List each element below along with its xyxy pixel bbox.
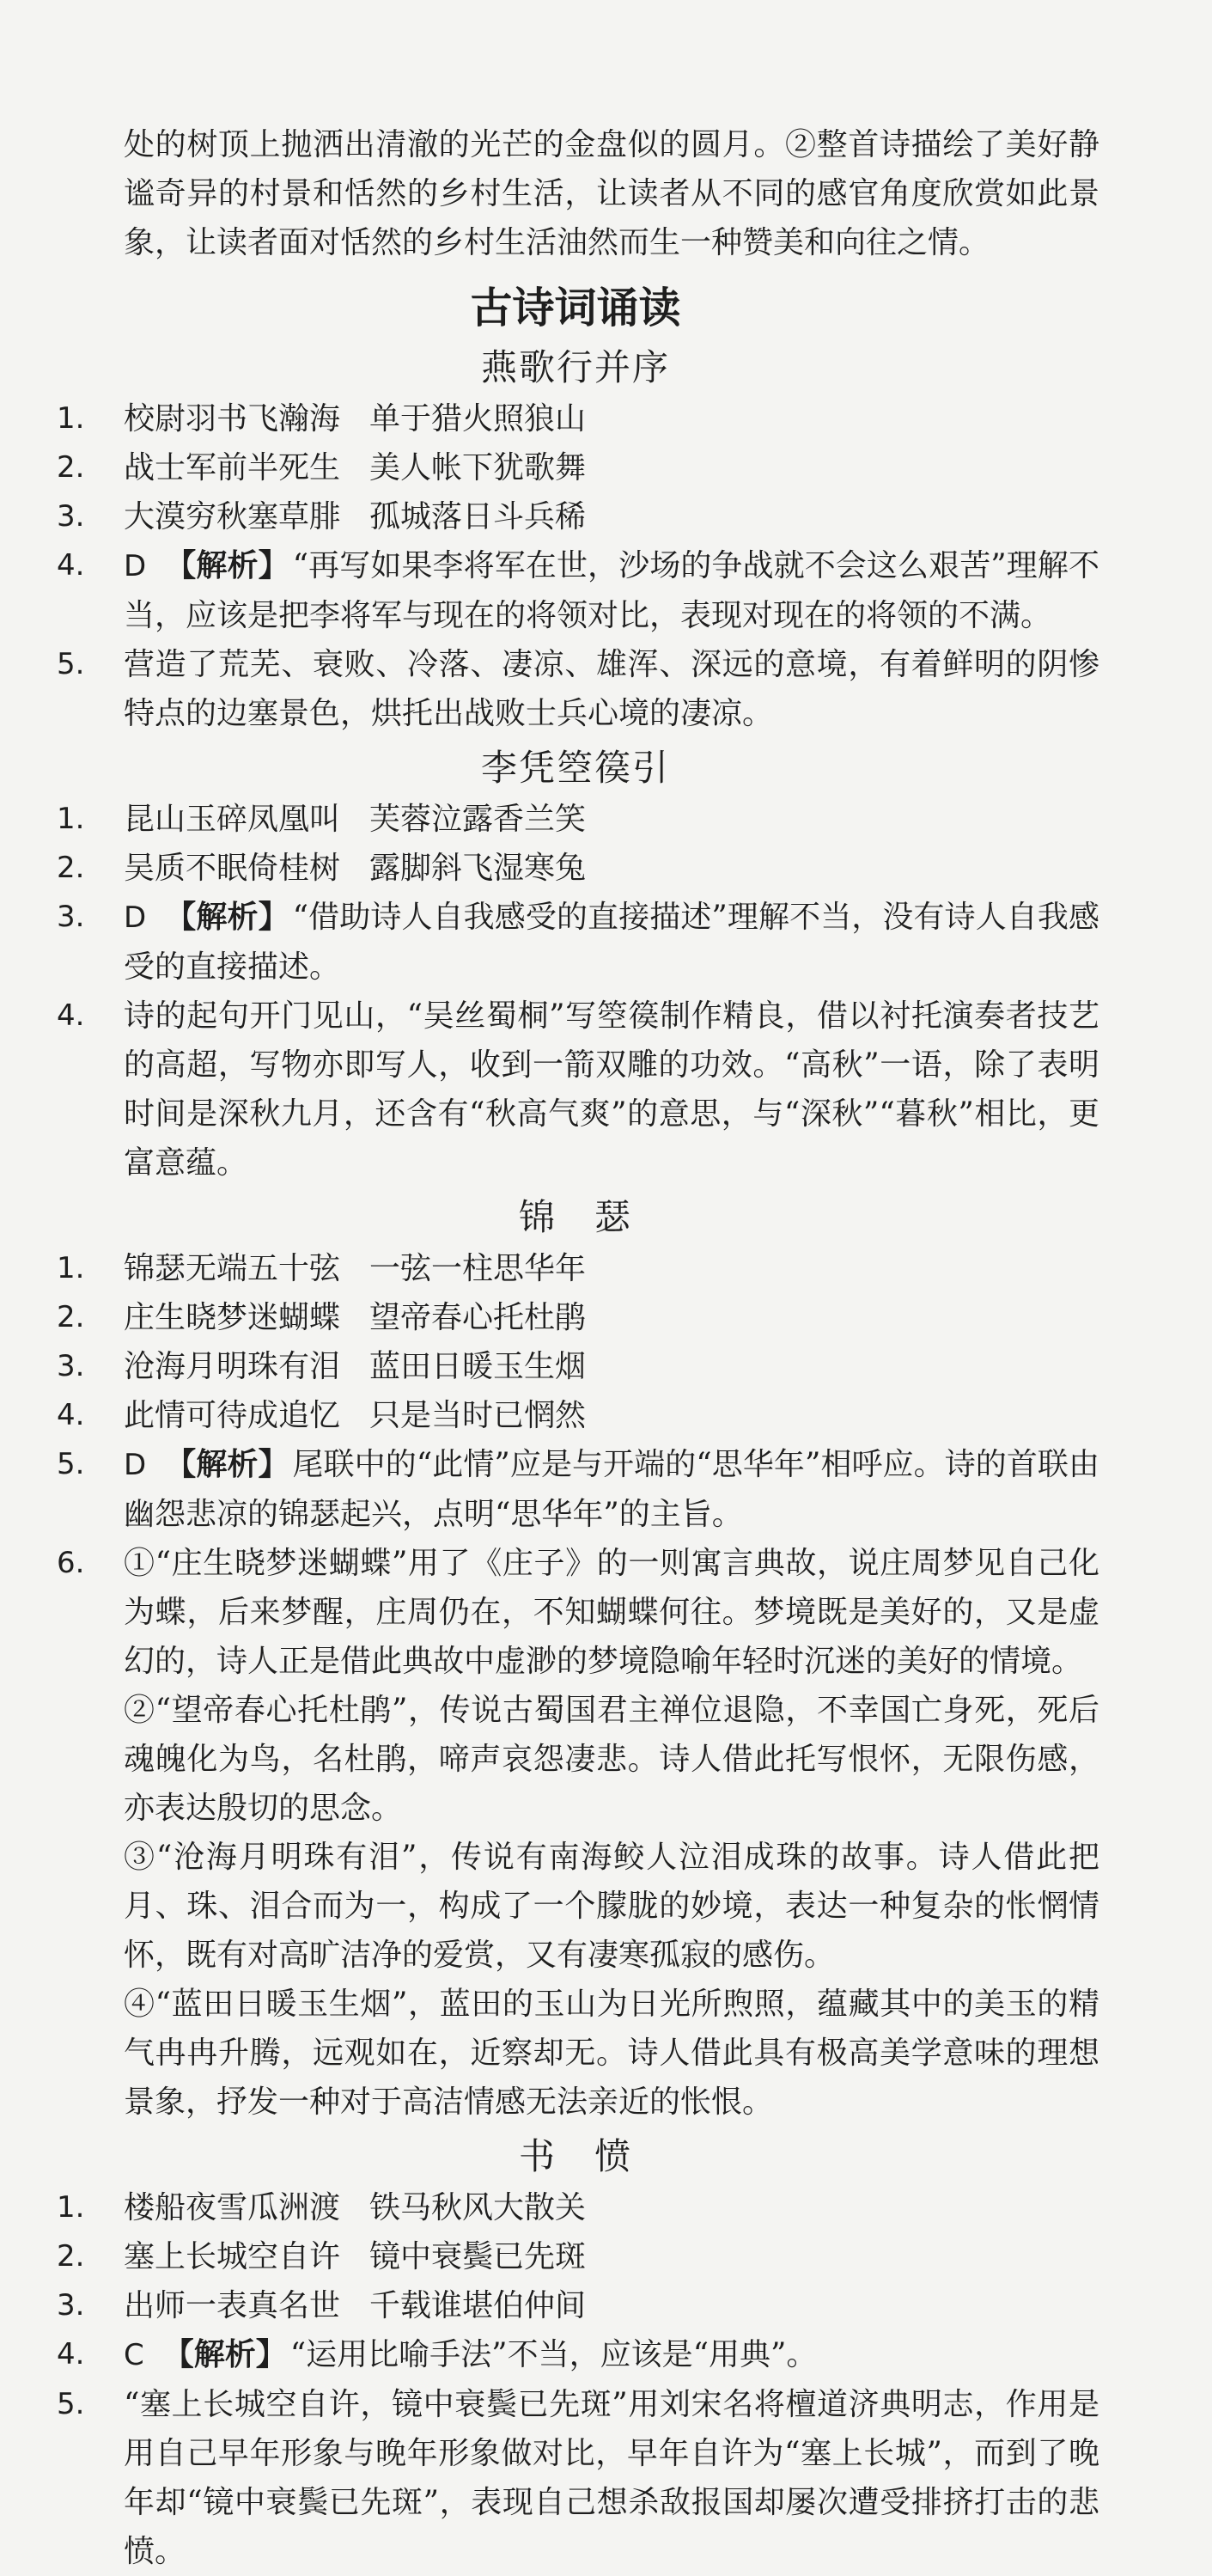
verse-line-a: 校尉羽书飞瀚海 [124,401,341,436]
analysis-text: “再写如果李将军在世，沙场的争战就不会这么艰苦”理解不当，应该是把李将军与现在的将领对比，表现对现在的将领的不满。 [124,548,1099,633]
item-number: 1. [57,1251,85,1285]
verse-line-a: 锦瑟无端五十弦 [124,1251,341,1286]
item-number: 1. [57,2190,85,2225]
answer-letter: C [124,2338,144,2372]
list-item [52,492,1099,541]
list-item [52,443,1099,492]
list-item [52,992,1099,1187]
list-item [52,2330,1099,2380]
verse-line-a: 大漠穷秋塞草腓 [124,499,341,534]
verse-line-b: 单于猎火照狼山 [369,401,587,436]
list-item [52,2380,1099,2576]
list-item [52,2232,1099,2281]
verse-line-b: 美人帐下犹歌舞 [369,450,587,485]
item-number: 2. [57,1300,85,1334]
item-number: 3. [57,2288,85,2323]
answer-letter: D [124,900,147,935]
list-item [52,795,1099,844]
list-item [52,1539,1099,2127]
verse-line-b: 望帝春心托杜鹃 [369,1300,587,1335]
answer-letter: D [124,1448,147,1482]
main-title: 古诗词诵读 [470,284,681,333]
answer-text: 营造了荒芜、衰败、冷落、凄凉、雄浑、深远的意境，有着鲜明的阴惨特点的边塞景色，烘托出战败士兵心境的凄凉。 [124,647,1099,731]
verse-line-b: 蓝田日暖玉生烟 [369,1349,587,1384]
answer-page [52,120,1099,2576]
item-number: 2. [57,851,85,885]
section-lipingkonghouyin [52,743,1099,1187]
verse-line-b: 孤城落日斗兵稀 [369,499,587,534]
answer-text: 诗的起句开门见山，“吴丝蜀桐”写箜篌制作精良，借以衬托演奏者技艺的高超，写物亦即写人，收到一箭双雕的功效。“高秋”一语，除了表明时间是深秋九月，还含有“秋高气爽”的意思，与“深秋”“暮秋”相比，更富意蕴。 [124,998,1099,1181]
item-number: 4. [57,2337,85,2372]
answer-paragraph: ③“沧海月明珠有泪”，传说有南海鲛人泣泪成珠的故事。诗人借此把月、珠、泪合而为一，构成了一个朦胧的妙境，表达一种复杂的怅惘情怀，既有对高旷洁净的爱赏，又有凄寒孤寂的感伤。 [124,1840,1099,1973]
analysis-tag: 【解析】 [162,2337,287,2372]
list-item [52,1391,1099,1440]
verse-line-a: 出师一表真名世 [124,2288,341,2323]
item-number: 3. [57,1349,85,1383]
verse-line-a: 吴质不眠倚桂树 [124,851,341,886]
section-yangexing [52,343,1099,738]
section-jinse [52,1193,1099,2127]
item-number: 1. [57,802,85,836]
verse-line-b: 千载谁堪伯仲间 [369,2288,587,2323]
analysis-text: “借助诗人自我感受的直接描述”理解不当，没有诗人自我感受的直接描述。 [124,900,1099,985]
verse-line-b: 镜中衰鬓已先斑 [369,2239,587,2274]
verse-line-a: 塞上长城空自许 [124,2239,341,2274]
item-number: 6. [57,1546,85,1580]
section-title: 锦 瑟 [518,1196,632,1238]
answer-paragraph: ①“庄生晓梦迷蝴蝶”用了《庄子》的一则寓言典故，说庄周梦见自己化为蝶，后来梦醒，庄周仍在，不知蝴蝶何往。梦境既是美好的，又是虚幻的，诗人正是借此典故中虚渺的梦境隐喻年轻时沉迷的美好的情境。 [124,1546,1099,1679]
verse-line-a: 战士军前半死生 [124,450,341,485]
verse-line-a: 庄生晓梦迷蝴蝶 [124,1300,341,1335]
item-number: 4. [57,548,85,583]
answer-letter: D [124,549,147,583]
intro-paragraph: 处的树顶上抛洒出清澈的光芒的金盘似的圆月。②整首诗描绘了美好静谧奇异的村景和恬然的乡村生活，让读者从不同的感官角度欣赏如此景象，让读者面对恬然的乡村生活油然而生一种赞美和向往之情。 [124,127,1099,260]
section-shufen [52,2132,1099,2576]
list-item [52,1293,1099,1342]
verse-line-b: 铁马秋风大散关 [369,2190,587,2225]
list-item [52,1342,1099,1391]
list-item [52,2183,1099,2232]
verse-line-a: 此情可待成追忆 [124,1398,341,1433]
list-item [52,2281,1099,2330]
analysis-tag: 【解析】 [165,548,289,583]
item-number: 1. [57,401,85,436]
item-number: 4. [57,1398,85,1432]
item-number: 5. [57,2387,85,2421]
item-number: 4. [57,998,85,1033]
list-item [52,541,1099,640]
section-title: 书 愤 [518,2135,632,2177]
section-title: 李凭箜篌引 [480,747,670,789]
list-item [52,893,1099,992]
list-item [52,844,1099,893]
verse-line-b: 一弦一柱思华年 [369,1251,587,1286]
verse-line-b: 露脚斜飞湿寒兔 [369,851,587,886]
analysis-tag: 【解析】 [165,1447,289,1482]
list-item [52,394,1099,443]
verse-line-a: 昆山玉碎凤凰叫 [124,802,341,837]
verse-line-b: 芙蓉泣露香兰笑 [369,802,587,837]
verse-line-b: 只是当时已惘然 [369,1398,587,1433]
section-title: 燕歌行并序 [480,346,670,388]
list-item [52,640,1099,738]
analysis-text: 尾联中的“此情”应是与开端的“思华年”相呼应。诗的首联由幽怨悲凉的锦瑟起兴，点明“思华年”的主旨。 [124,1447,1099,1532]
answer-paragraph: ④“蓝田日暖玉生烟”，蓝田的玉山为日光所煦照，蕴藏其中的美玉的精气冉冉升腾，远观如在，近察却无。诗人借此具有极高美学意味的理想景象，抒发一种对于高洁情感无法亲近的怅恨。 [124,1987,1099,2120]
answer-paragraph: ②“望帝春心托杜鹃”，传说古蜀国君主禅位退隐，不幸国亡身死，死后魂魄化为鸟，名杜鹃，啼声哀怨凄悲。诗人借此托写恨怀，无限伤感，亦表达殷切的思念。 [124,1693,1099,1826]
item-number: 5. [57,647,85,681]
list-item [52,1244,1099,1293]
item-number: 3. [57,900,85,934]
verse-line-a: 楼船夜雪瓜洲渡 [124,2190,341,2225]
item-number: 3. [57,499,85,534]
item-number: 2. [57,450,85,485]
item-number: 5. [57,1447,85,1481]
verse-line-a: 沧海月明珠有泪 [124,1349,341,1384]
analysis-text: “运用比喻手法”不当，应该是“用典”。 [289,2337,818,2372]
analysis-tag: 【解析】 [165,900,289,935]
answer-text: “塞上长城空自许，镜中衰鬓已先斑”用刘宋名将檀道济典明志，作用是用自己早年形象与晚年形象做对比，早年自许为“塞上长城”，而到了晚年却“镜中衰鬓已先斑”，表现自己想杀敌报国却屡次遭受排挤打击的悲愤。 [124,2387,1099,2569]
item-number: 2. [57,2239,85,2274]
list-item [52,1440,1099,1539]
